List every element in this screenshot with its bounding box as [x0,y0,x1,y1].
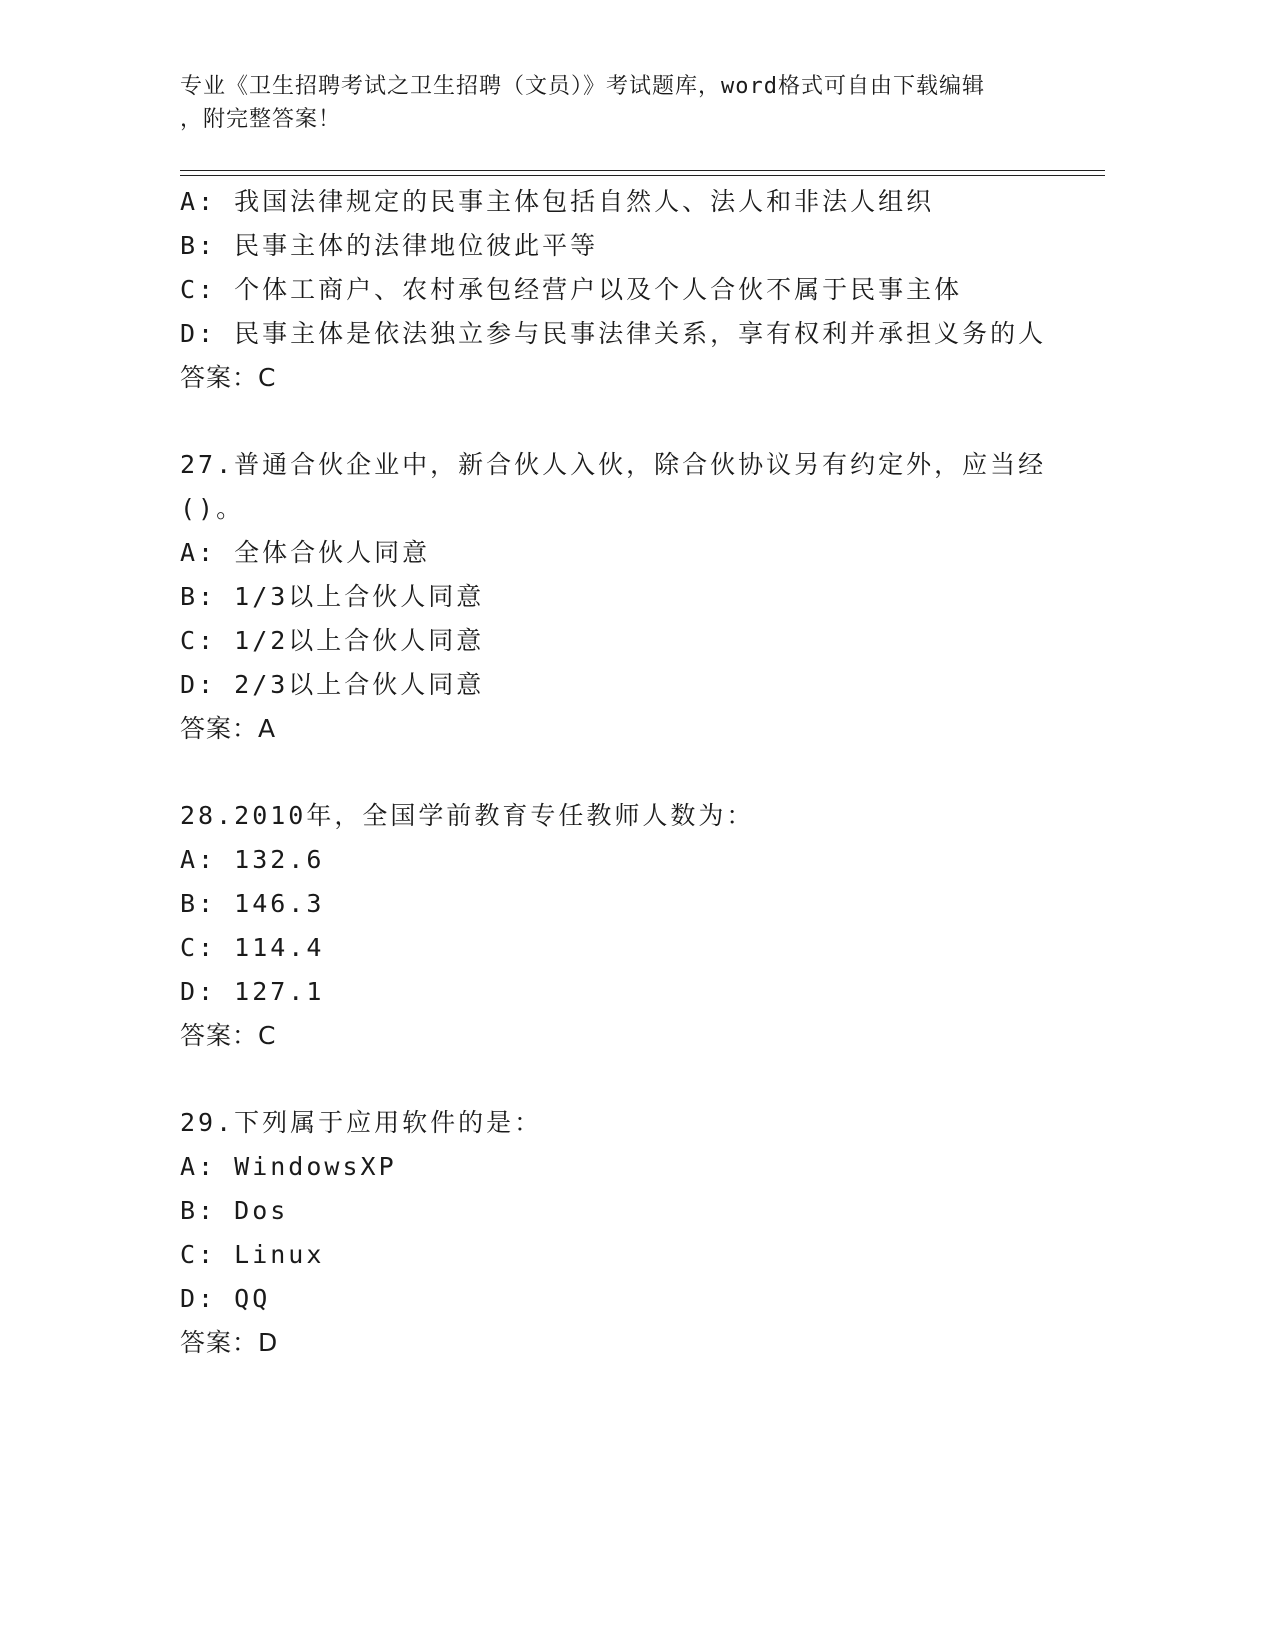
question-26 [180,180,1080,400]
spacer [180,1058,1080,1101]
option-b: B: Dos [180,1196,289,1225]
option-d: D: 民事主体是依法独立参与民事法律关系，享有权利并承担义务的人 [180,319,1047,348]
answer-line: 答案：C [180,363,277,392]
option-a: A: 132.6 [180,845,325,874]
option-b: B: 民事主体的法律地位彼此平等 [180,231,599,260]
option-d: D: QQ [180,1284,271,1313]
option-b: B: 146.3 [180,889,325,918]
question-stem: 28.2010年，全国学前教育专任教师人数为： [180,801,755,830]
question-stem-continued: ()。 [180,494,245,523]
spacer [180,400,1080,443]
header-line-1: 专业《卫生招聘考试之卫生招聘（文员）》考试题库，word格式可自由下载编辑 [180,74,985,99]
option-b: B: 1/3以上合伙人同意 [180,582,485,611]
option-c: C: 114.4 [180,933,325,962]
answer-line: 答案：A [180,714,277,743]
header-line-2: ，附完整答案！ [180,107,342,132]
option-c: C: Linux [180,1240,325,1269]
question-27 [180,443,1080,751]
option-a: A: WindowsXP [180,1152,397,1181]
option-a: A: 全体合伙人同意 [180,538,431,567]
option-c: C: 个体工商户、农村承包经营户以及个人合伙不属于民事主体 [180,275,963,304]
answer-line: 答案：C [180,1021,277,1050]
header-divider-top [180,170,1105,171]
header-divider-bottom [180,175,1105,176]
spacer [180,751,1080,794]
question-stem: 27.普通合伙企业中，新合伙人入伙，除合伙协议另有约定外，应当经 [180,450,1047,479]
question-stem: 29.下列属于应用软件的是： [180,1108,543,1137]
document-header [180,70,1030,136]
option-d: D: 127.1 [180,977,325,1006]
question-list [180,180,1080,1365]
option-a: A: 我国法律规定的民事主体包括自然人、法人和非法人组织 [180,187,935,216]
question-28 [180,794,1080,1058]
option-c: C: 1/2以上合伙人同意 [180,626,485,655]
answer-line: 答案：D [180,1328,279,1357]
question-29 [180,1101,1080,1365]
option-d: D: 2/3以上合伙人同意 [180,670,485,699]
